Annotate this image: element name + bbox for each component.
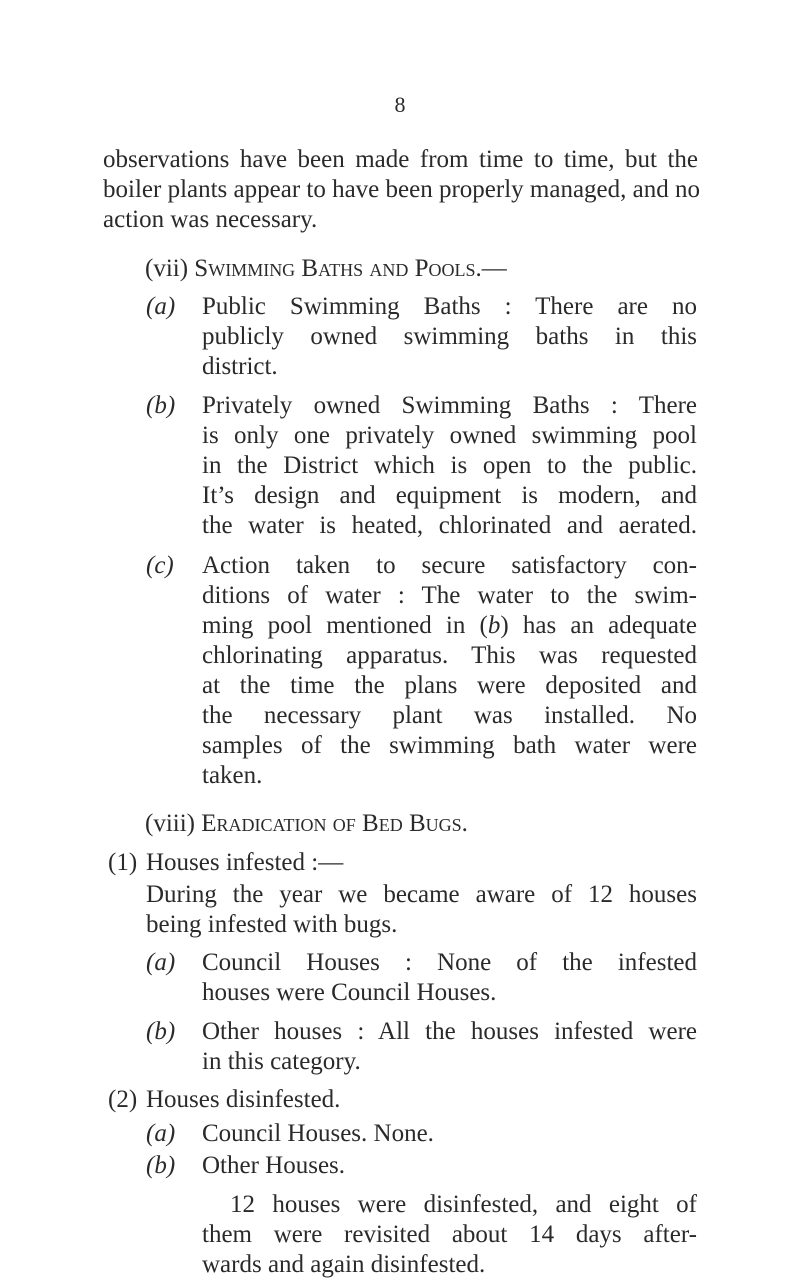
s8-1-label: (1) bbox=[108, 849, 138, 876]
s8-1a-line-1: Council Houses : None of the infested bbox=[202, 949, 697, 976]
s7-c-line-7: samples of the swimming bath water were bbox=[202, 732, 697, 759]
s8-2-line-2: them were revisited about 14 days after- bbox=[202, 1221, 697, 1248]
s7-c-line-4: chlorinating apparatus. This was requested bbox=[202, 642, 697, 669]
s7-a-label: (a) bbox=[146, 293, 176, 320]
s7-b-line-4: It’s design and equipment is modern, and bbox=[202, 482, 697, 509]
s7-c-line-8: taken. bbox=[202, 762, 263, 789]
s8-2b-label: (b) bbox=[146, 1152, 176, 1179]
s7-c-line-6: the necessary plant was installed. No bbox=[202, 702, 697, 729]
s7-c-line-2: ditions of water : The water to the swim- bbox=[202, 582, 697, 609]
s8-2-line-3: wards and again disinfested. bbox=[202, 1251, 486, 1278]
section-vii-heading bbox=[145, 254, 507, 284]
s8-1b-label: (b) bbox=[146, 1018, 176, 1045]
s7-b-label: (b) bbox=[146, 392, 176, 419]
section-vii-number: (vii) bbox=[145, 255, 189, 282]
page-number: 8 bbox=[394, 92, 406, 117]
s8-2-line-1: 12 houses were disinfested, and eight of bbox=[230, 1191, 697, 1218]
s7-b-line-5: the water is heated, chlorinated and aerated. bbox=[202, 512, 697, 539]
s8-1-line-1: During the year we became aware of 12 houses bbox=[146, 881, 697, 908]
intro-line-2: boiler plants appear to have been properly managed, and no bbox=[103, 176, 700, 203]
intro-line-1: observations have been made from time to time, but the bbox=[103, 146, 698, 173]
s8-2b-text: Other Houses. bbox=[202, 1152, 346, 1179]
s7-b-line-1: Privately owned Swimming Baths : There bbox=[202, 392, 697, 419]
intro-line-3: action was necessary. bbox=[103, 206, 318, 233]
s8-2-label: (2) bbox=[108, 1086, 138, 1113]
s7-a-line-3: district. bbox=[202, 353, 278, 380]
s8-1b-line-1: Other houses : All the houses infested were bbox=[202, 1018, 697, 1045]
s7-c-line-3-before: ming pool mentioned in bbox=[202, 612, 480, 639]
s7-c-line-3-ref: b bbox=[487, 612, 501, 639]
section-viii-number: (viii) bbox=[145, 810, 195, 837]
s7-b-line-2: is only one privately owned swimming pool bbox=[202, 422, 697, 449]
section-viii-title: Eradication of Bed Bugs. bbox=[201, 810, 468, 837]
s8-2a-text: Council Houses. None. bbox=[202, 1120, 434, 1147]
section-vii-title: Swimming Baths and Pools.— bbox=[194, 255, 507, 282]
s7-c-label: (c) bbox=[146, 552, 174, 579]
s7-a-line-2: publicly owned swimming baths in this bbox=[202, 323, 697, 350]
s8-1-title: Houses infested :— bbox=[146, 849, 344, 876]
section-viii-heading bbox=[145, 809, 468, 839]
s8-2a-label: (a) bbox=[146, 1120, 176, 1147]
s7-c-line-1: Action taken to secure satisfactory con- bbox=[202, 552, 697, 579]
s8-1a-label: (a) bbox=[146, 949, 176, 976]
s8-2-title: Houses disinfested. bbox=[146, 1086, 341, 1113]
s7-a-line-1: Public Swimming Baths : There are no bbox=[202, 293, 697, 320]
s7-b-line-3: in the District which is open to the public. bbox=[202, 452, 697, 479]
s8-1a-line-2: houses were Council Houses. bbox=[202, 979, 497, 1006]
s7-c-line-3-after: has an adequate bbox=[508, 612, 697, 639]
s7-c-line-3: ming pool mentioned in (b) has an adequate bbox=[202, 612, 697, 639]
s8-1b-line-2: in this category. bbox=[202, 1048, 361, 1075]
s7-c-line-5: at the time the plans were deposited and bbox=[202, 672, 697, 699]
s8-1-line-2: being infested with bugs. bbox=[146, 911, 398, 938]
